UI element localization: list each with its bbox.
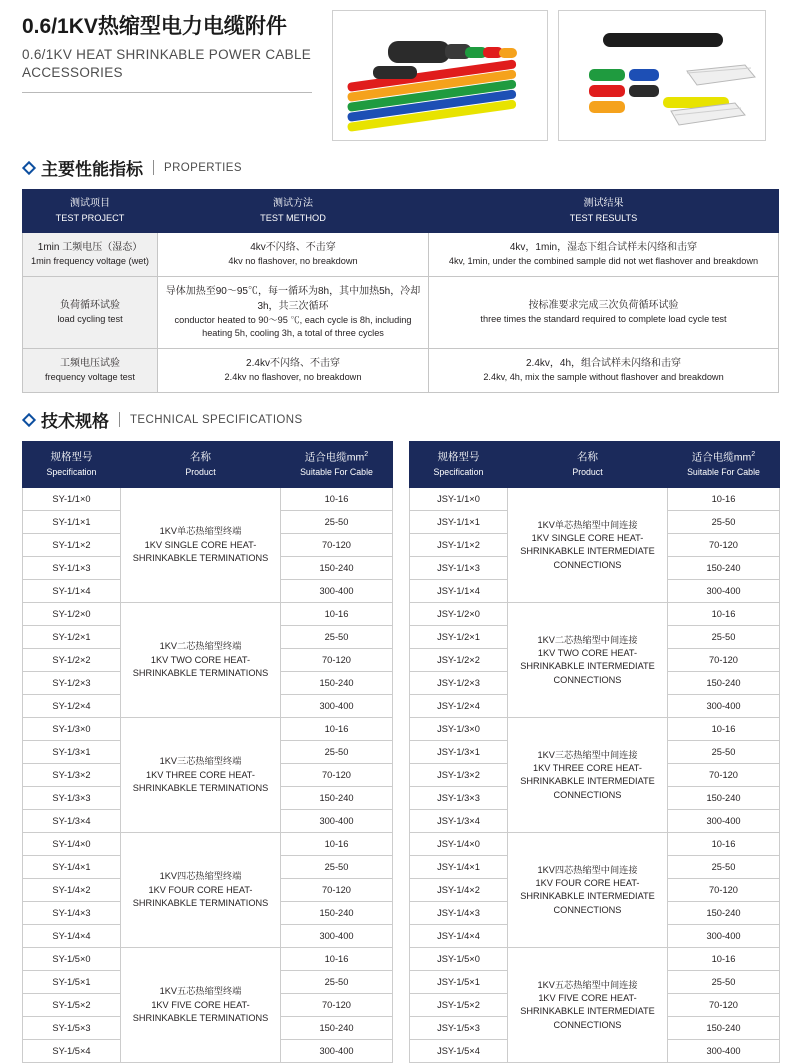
product-name-cn: 1KV五芯热缩型中间连接 xyxy=(537,979,638,990)
th-test-results xyxy=(429,190,779,233)
cell-suitable-cable: 150-240 xyxy=(668,787,780,810)
th-en: TEST METHOD xyxy=(260,212,326,223)
cell-result: 2.4kv，4h，组合试样未闪络和击穿 2.4kv, 4h, mix the sample without flashover and breakdown xyxy=(429,349,779,393)
cell-method: 2.4kv不闪络、不击穿 2.4kv no flashover, no breakdown xyxy=(158,349,429,393)
cell-product-name xyxy=(121,718,281,833)
kit-illustration xyxy=(559,11,766,141)
cell-suitable-cable: 300-400 xyxy=(281,580,393,603)
cell-suitable-cable: 70-120 xyxy=(668,994,780,1017)
product-photo-tubes xyxy=(332,10,548,141)
th-en: TEST RESULTS xyxy=(569,212,638,223)
cell-suitable-cable: 150-240 xyxy=(668,902,780,925)
cell-suitable-cable: 150-240 xyxy=(668,557,780,580)
cell-project: 工频电压试验 frequency voltage test xyxy=(23,349,158,393)
table-header-row xyxy=(410,442,780,488)
cell-product-name xyxy=(121,833,281,948)
cell-suitable-cable: 300-400 xyxy=(281,925,393,948)
cell-suitable-cable: 25-50 xyxy=(281,971,393,994)
th-test-method xyxy=(158,190,429,233)
cell-suitable-cable: 150-240 xyxy=(281,1017,393,1040)
product-name-cn: 1KV五芯热缩型终端 xyxy=(159,986,242,997)
cell-suitable-cable: 25-50 xyxy=(281,511,393,534)
cell-specification: SY-1/4×4 xyxy=(23,925,121,948)
cell-specification: JSY-1/1×0 xyxy=(410,488,508,511)
th-spec-col-0 xyxy=(23,442,121,488)
cell-specification: JSY-1/5×0 xyxy=(410,948,508,971)
cell-suitable-cable: 70-120 xyxy=(668,879,780,902)
table-row xyxy=(23,349,779,393)
product-name-en: 1KV TWO CORE HEAT-SHRINKABKLE TERMINATIONS xyxy=(132,654,269,679)
product-name-en: 1KV SINGLE CORE HEAT-SHRINKABKLE INTERMEDIATE CONNECTIONS xyxy=(520,533,655,570)
table-row xyxy=(410,948,780,971)
cell-specification: SY-1/5×2 xyxy=(23,994,121,1017)
cell-specification: SY-1/3×2 xyxy=(23,764,121,787)
section-title-en: PROPERTIES xyxy=(164,161,242,174)
cell-suitable-cable: 300-400 xyxy=(281,810,393,833)
cell-suitable-cable: 10-16 xyxy=(281,833,393,856)
cell-specification: JSY-1/1×3 xyxy=(410,557,508,580)
cell-suitable-cable: 25-50 xyxy=(668,741,780,764)
spec-tables xyxy=(22,441,778,1063)
product-name-cn: 1KV二芯热缩型中间连接 xyxy=(537,634,638,645)
cell-specification: JSY-1/2×4 xyxy=(410,695,508,718)
cell-specification: JSY-1/5×4 xyxy=(410,1040,508,1063)
cell-specification: JSY-1/1×2 xyxy=(410,534,508,557)
cell-specification: JSY-1/3×3 xyxy=(410,787,508,810)
cell-specification: SY-1/3×1 xyxy=(23,741,121,764)
product-name-cn: 1KV三芯热缩型中间连接 xyxy=(537,749,638,760)
th-en: Specification xyxy=(433,467,484,478)
section-title-en: TECHNICAL SPECIFICATIONS xyxy=(130,413,303,426)
cell-specification: SY-1/3×3 xyxy=(23,787,121,810)
cell-result: 4kv，1min，湿态下组合试样未闪络和击穿 4kv, 1min, under the combined sample did not wet flashover and breakdown xyxy=(429,232,779,276)
cell-suitable-cable: 300-400 xyxy=(668,810,780,833)
product-name-cn: 1KV单芯热缩型中间连接 xyxy=(537,519,638,530)
cell-suitable-cable: 25-50 xyxy=(281,741,393,764)
cell-specification: JSY-1/4×1 xyxy=(410,856,508,879)
cell-specification: JSY-1/2×3 xyxy=(410,672,508,695)
th-cn: 规格型号 xyxy=(437,451,480,464)
cell-suitable-cable: 70-120 xyxy=(668,764,780,787)
product-name-cn: 1KV单芯热缩型终端 xyxy=(159,526,242,537)
cell-specification: SY-1/5×0 xyxy=(23,948,121,971)
spec-table-terminations xyxy=(22,441,393,1063)
cell-method: 导体加热至90～95℃，每一循环为8h，其中加热5h，冷却3h，共三次循环 conductor heated to 90～95 ℃, each cycle is 8h, including heating 5h, cooling 3h, a total of three cycles xyxy=(158,276,429,349)
cell-specification: JSY-1/4×4 xyxy=(410,925,508,948)
cell-suitable-cable: 300-400 xyxy=(668,925,780,948)
page-title: 0.6/1KV热缩型电力电缆附件 xyxy=(22,15,287,38)
cell-suitable-cable: 300-400 xyxy=(668,580,780,603)
tubes-illustration xyxy=(333,11,548,141)
th-en: Suitable For Cable xyxy=(300,467,373,478)
cell-product-name xyxy=(508,603,668,718)
cell-specification: SY-1/3×0 xyxy=(23,718,121,741)
th-spec-col-1 xyxy=(121,442,281,488)
table-row xyxy=(23,948,393,971)
th-test-project xyxy=(23,190,158,233)
cell-product-name xyxy=(508,833,668,948)
cell-product-name xyxy=(121,948,281,1063)
th-spec-col-2 xyxy=(281,442,393,488)
cell-specification: SY-1/2×1 xyxy=(23,626,121,649)
cell-specification: SY-1/3×4 xyxy=(23,810,121,833)
cell-suitable-cable: 300-400 xyxy=(281,1040,393,1063)
cell-specification: SY-1/2×3 xyxy=(23,672,121,695)
cell-suitable-cable: 10-16 xyxy=(668,833,780,856)
table-header-row xyxy=(23,190,779,233)
cell-suitable-cable: 300-400 xyxy=(281,695,393,718)
cell-specification: SY-1/5×1 xyxy=(23,971,121,994)
product-name-cn: 1KV二芯热缩型终端 xyxy=(159,641,242,652)
cell-specification: JSY-1/3×2 xyxy=(410,764,508,787)
cell-specification: SY-1/1×0 xyxy=(23,488,121,511)
product-name-en: 1KV THREE CORE HEAT-SHRINKABKLE INTERMEDIATE CONNECTIONS xyxy=(520,763,655,800)
cell-specification: SY-1/1×1 xyxy=(23,511,121,534)
heading-separator xyxy=(119,412,120,427)
product-name-en: 1KV FOUR CORE HEAT-SHRINKABKLE INTERMEDIATE CONNECTIONS xyxy=(520,878,655,915)
page-subtitle: 0.6/1KV HEAT SHRINKABLE POWER CABLE ACCESSORIES xyxy=(22,47,312,81)
table-row xyxy=(410,488,780,511)
section-title-cn: 技术规格 xyxy=(41,412,109,432)
th-en: Suitable For Cable xyxy=(687,467,760,478)
table-header-row xyxy=(23,442,393,488)
cell-suitable-cable: 150-240 xyxy=(281,672,393,695)
cell-specification: SY-1/5×4 xyxy=(23,1040,121,1063)
cell-suitable-cable: 300-400 xyxy=(668,1040,780,1063)
cell-product-name xyxy=(121,488,281,603)
product-name-cn: 1KV四芯热缩型中间连接 xyxy=(537,864,638,875)
cell-suitable-cable: 25-50 xyxy=(668,626,780,649)
product-name-cn: 1KV三芯热缩型终端 xyxy=(159,756,242,767)
cell-suitable-cable: 10-16 xyxy=(281,948,393,971)
product-name-en: 1KV FOUR CORE HEAT-SHRINKABKLE TERMINATIONS xyxy=(132,884,269,909)
cell-suitable-cable: 150-240 xyxy=(668,672,780,695)
table-row xyxy=(23,276,779,349)
cell-suitable-cable: 150-240 xyxy=(281,902,393,925)
table-row xyxy=(410,833,780,856)
cell-product-name xyxy=(508,718,668,833)
cell-specification: JSY-1/5×2 xyxy=(410,994,508,1017)
cell-suitable-cable: 70-120 xyxy=(281,879,393,902)
diamond-icon xyxy=(22,160,36,174)
table-row xyxy=(23,488,393,511)
cell-specification: JSY-1/3×0 xyxy=(410,718,508,741)
th-en: TEST PROJECT xyxy=(55,212,125,223)
spec-table-connections xyxy=(409,441,780,1063)
cell-specification: SY-1/1×4 xyxy=(23,580,121,603)
cell-specification: SY-1/4×2 xyxy=(23,879,121,902)
title-divider xyxy=(22,92,312,93)
cell-suitable-cable: 70-120 xyxy=(281,764,393,787)
section-title-cn: 主要性能指标 xyxy=(41,160,143,179)
section-heading-specs xyxy=(24,407,778,432)
product-name-en: 1KV TWO CORE HEAT-SHRINKABKLE INTERMEDIATE CONNECTIONS xyxy=(520,648,655,685)
th-cn: 适合电缆$mm^2$ xyxy=(304,451,369,464)
cell-suitable-cable: 25-50 xyxy=(281,856,393,879)
cell-specification: SY-1/4×0 xyxy=(23,833,121,856)
cell-specification: JSY-1/5×1 xyxy=(410,971,508,994)
cell-specification: SY-1/4×1 xyxy=(23,856,121,879)
cell-specification: SY-1/2×4 xyxy=(23,695,121,718)
product-name-en: 1KV THREE CORE HEAT-SHRINKABKLE TERMINATIONS xyxy=(132,769,269,794)
diamond-icon xyxy=(22,412,36,426)
th-en: Product xyxy=(572,467,603,478)
cell-specification: JSY-1/2×0 xyxy=(410,603,508,626)
cell-suitable-cable: 25-50 xyxy=(668,971,780,994)
cell-result: 按标准要求完成三次负荷循环试验 three times the standard required to complete load cycle test xyxy=(429,276,779,349)
table-row xyxy=(410,718,780,741)
cell-specification: SY-1/1×2 xyxy=(23,534,121,557)
table-row xyxy=(23,718,393,741)
cell-specification: SY-1/2×2 xyxy=(23,649,121,672)
table-row xyxy=(23,232,779,276)
cell-specification: JSY-1/2×2 xyxy=(410,649,508,672)
cell-product-name xyxy=(508,948,668,1063)
cell-suitable-cable: 150-240 xyxy=(281,787,393,810)
cell-suitable-cable: 25-50 xyxy=(668,511,780,534)
cell-suitable-cable: 70-120 xyxy=(281,534,393,557)
th-cn: 适合电缆$mm^2$ xyxy=(691,451,756,464)
cell-specification: SY-1/1×3 xyxy=(23,557,121,580)
page-header xyxy=(22,10,778,141)
cell-suitable-cable: 300-400 xyxy=(668,695,780,718)
th-spec-col-1 xyxy=(508,442,668,488)
th-en: Product xyxy=(185,467,216,478)
product-photo-kit xyxy=(558,10,766,141)
product-name-en: 1KV FIVE CORE HEAT-SHRINKABKLE INTERMEDIATE CONNECTIONS xyxy=(520,993,655,1030)
th-cn: 名称 xyxy=(577,451,598,464)
table-row xyxy=(410,603,780,626)
cell-suitable-cable: 10-16 xyxy=(668,948,780,971)
th-spec-col-0 xyxy=(410,442,508,488)
cell-specification: JSY-1/4×3 xyxy=(410,902,508,925)
section-heading-properties xyxy=(24,155,778,180)
cell-specification: JSY-1/1×1 xyxy=(410,511,508,534)
cell-method: 4kv不闪络、不击穿 4kv no flashover, no breakdown xyxy=(158,232,429,276)
properties-table xyxy=(22,189,779,393)
cell-suitable-cable: 150-240 xyxy=(281,557,393,580)
th-cn: 测试方法 xyxy=(273,198,313,209)
product-name-en: 1KV SINGLE CORE HEAT-SHRINKABKLE TERMINATIONS xyxy=(132,539,269,564)
cell-suitable-cable: 70-120 xyxy=(668,649,780,672)
cell-specification: JSY-1/3×4 xyxy=(410,810,508,833)
cell-product-name xyxy=(121,603,281,718)
cell-specification: SY-1/4×3 xyxy=(23,902,121,925)
cell-specification: JSY-1/4×2 xyxy=(410,879,508,902)
cell-specification: JSY-1/3×1 xyxy=(410,741,508,764)
heading-separator xyxy=(153,160,154,175)
th-cn: 测试结果 xyxy=(583,198,624,209)
th-en: Specification xyxy=(46,467,97,478)
cell-suitable-cable: 25-50 xyxy=(668,856,780,879)
title-block xyxy=(22,10,322,93)
cell-specification: SY-1/5×3 xyxy=(23,1017,121,1040)
cell-suitable-cable: 10-16 xyxy=(281,718,393,741)
cell-project: 负荷循环试验 load cycling test xyxy=(23,276,158,349)
cell-suitable-cable: 70-120 xyxy=(281,994,393,1017)
cell-suitable-cable: 150-240 xyxy=(668,1017,780,1040)
cell-suitable-cable: 10-16 xyxy=(281,488,393,511)
cell-suitable-cable: 25-50 xyxy=(281,626,393,649)
cell-specification: JSY-1/4×0 xyxy=(410,833,508,856)
cell-suitable-cable: 70-120 xyxy=(668,534,780,557)
th-cn: 测试项目 xyxy=(70,198,110,209)
product-name-en: 1KV FIVE CORE HEAT-SHRINKABKLE TERMINATIONS xyxy=(132,999,269,1024)
th-spec-col-2 xyxy=(668,442,780,488)
cell-suitable-cable: 10-16 xyxy=(668,488,780,511)
cell-specification: JSY-1/1×4 xyxy=(410,580,508,603)
table-row xyxy=(23,833,393,856)
cell-project: 1min 工频电压（湿态） 1min frequency voltage (wet) xyxy=(23,232,158,276)
cell-suitable-cable: 10-16 xyxy=(668,718,780,741)
cell-suitable-cable: 10-16 xyxy=(668,603,780,626)
cell-specification: JSY-1/2×1 xyxy=(410,626,508,649)
th-cn: 名称 xyxy=(190,451,211,464)
cell-suitable-cable: 10-16 xyxy=(281,603,393,626)
cell-specification: JSY-1/5×3 xyxy=(410,1017,508,1040)
th-cn: 规格型号 xyxy=(50,451,93,464)
product-name-cn: 1KV四芯热缩型终端 xyxy=(159,871,242,882)
cell-suitable-cable: 70-120 xyxy=(281,649,393,672)
table-row xyxy=(23,603,393,626)
cell-specification: SY-1/2×0 xyxy=(23,603,121,626)
cell-product-name xyxy=(508,488,668,603)
